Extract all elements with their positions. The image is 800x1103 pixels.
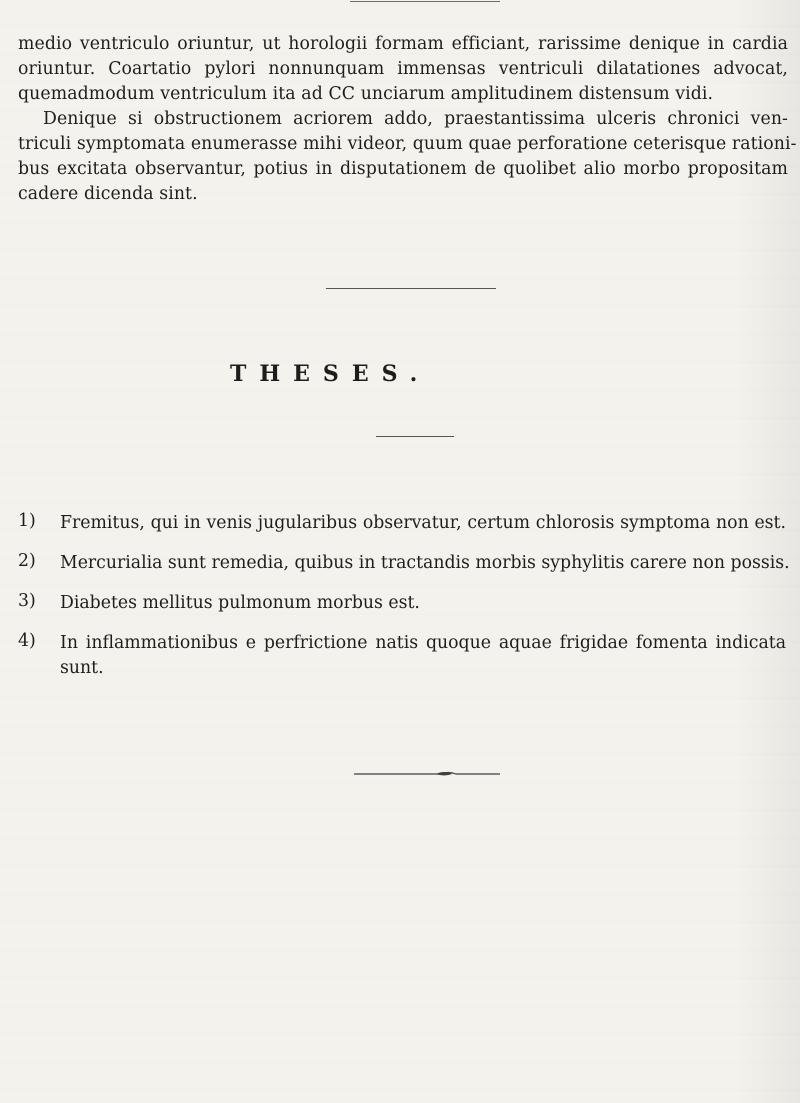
thesis-number: 4): [18, 631, 36, 651]
intro-line: quemadmodum ventriculum ita ad CC unciarum amplitudinem distensum vidi.: [18, 84, 714, 104]
thesis-text: [60, 631, 786, 681]
top-rule: [350, 1, 500, 2]
thesis-line: Fremitus, qui in venis jugularibus observatur, certum chlorosis symptoma non est.: [60, 513, 786, 533]
heading-rule-top: [326, 288, 496, 289]
intro-line: bus excitata observantur, potius in disputationem de quolibet alio morbo propositam: [18, 159, 788, 179]
thesis-line: Mercurialia sunt remedia, quibus in tractandis morbis syphylitis carere non possis.: [60, 553, 790, 573]
thesis-line: In inflammationibus e perfrictione natis quoque aquae frigidae fomenta indicata: [60, 633, 786, 653]
intro-line: oriuntur. Coartatio pylori nonnunquam immensas ventriculi dilatationes advocat,: [18, 59, 788, 79]
thesis-text: [60, 551, 790, 576]
theses-heading: THESES.: [230, 361, 431, 387]
intro-line: medio ventriculo oriuntur, ut horologii formam efficiant, rarissime denique in cardia: [18, 34, 788, 54]
thesis-number: 1): [18, 511, 36, 531]
thesis-line: Diabetes mellitus pulmonum morbus est.: [60, 593, 420, 613]
thesis-line: sunt.: [60, 658, 104, 678]
thesis-text: [60, 511, 786, 536]
intro-line: Denique si obstructionem acriorem addo, praestantissima ulceris chronici ven-: [43, 109, 788, 129]
thesis-number: 3): [18, 591, 36, 611]
ornament-divider: [352, 770, 502, 778]
intro-text: [18, 32, 797, 207]
thesis-text: [60, 591, 786, 616]
intro-line: cadere dicenda sint.: [18, 184, 198, 204]
intro-line: triculi symptomata enumerasse mihi videor, quum quae perforatione ceterisque rationi-: [18, 134, 797, 154]
heading-rule-bottom: [376, 436, 454, 437]
thesis-number: 2): [18, 551, 36, 571]
